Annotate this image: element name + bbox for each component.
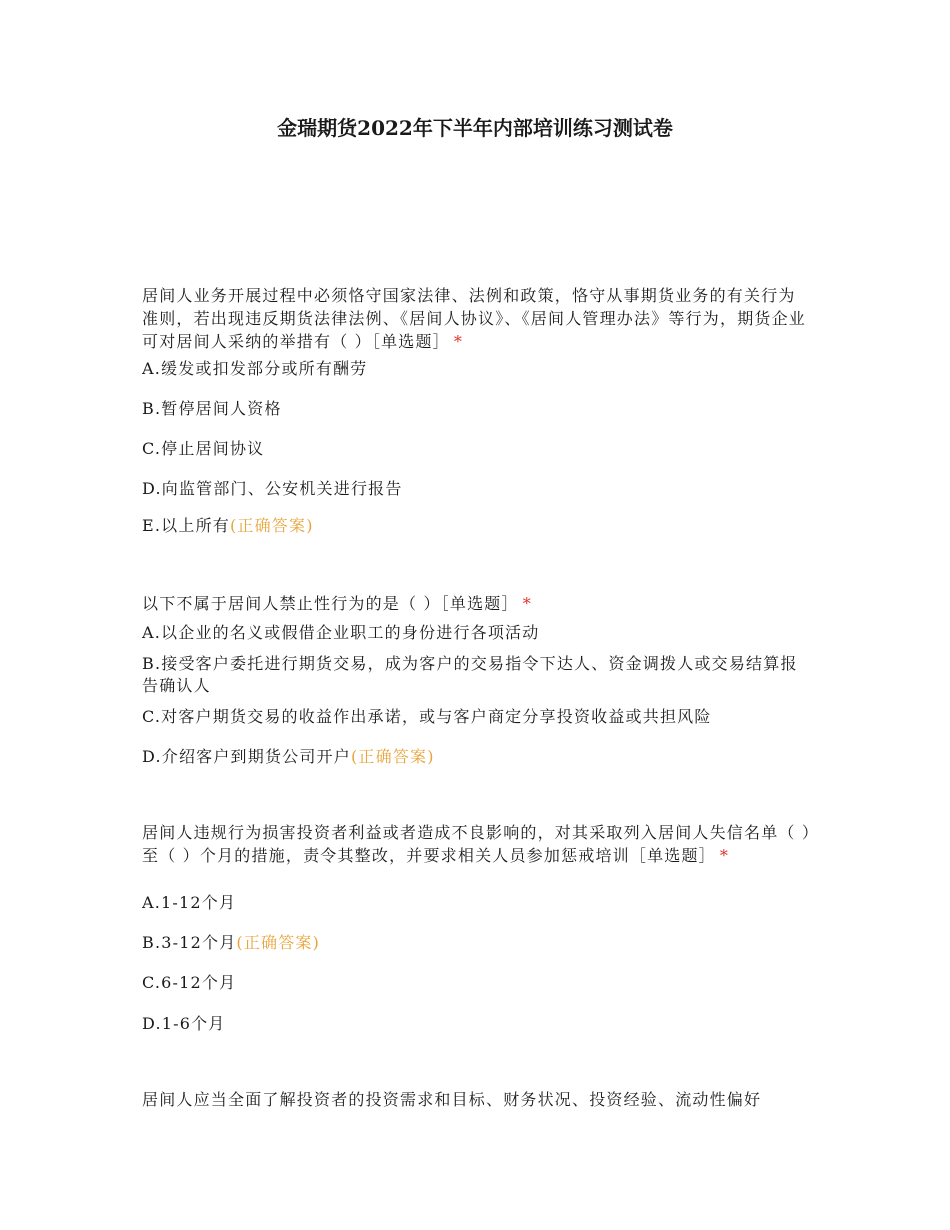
question-stem: 居间人违规行为损害投资者利益或者造成不良影响的，对其采取列入居间人失信名单（ ）至（ ）个月的措施，责令其整改，并要求相关人员参加惩戒培训［单选题］ — [142, 823, 812, 865]
option-d[interactable] — [142, 1013, 812, 1035]
question-stem: 以下不属于居间人禁止性行为的是（ ）［单选题］ — [142, 594, 519, 613]
question-text — [142, 821, 812, 867]
required-mark: * — [522, 594, 532, 613]
question-4 — [142, 1088, 812, 1111]
option-e[interactable] — [142, 515, 812, 537]
option-label: B.接受客户委托进行期货交易，成为客户的交易指令下达人、资金调拨人或交易结算报告确认人 — [142, 654, 798, 695]
correct-answer-mark: (正确答案) — [236, 933, 321, 952]
option-c[interactable] — [142, 438, 812, 460]
question-text — [142, 284, 812, 353]
option-a[interactable] — [142, 358, 812, 380]
option-b[interactable] — [142, 653, 812, 697]
option-b[interactable] — [142, 932, 812, 954]
option-d[interactable] — [142, 746, 812, 768]
option-label: D.介绍客户到期货公司开户 — [142, 747, 351, 766]
option-a[interactable] — [142, 622, 812, 644]
page-title: 金瑞期货2022年下半年内部培训练习测试卷 — [277, 116, 673, 140]
option-label: D.向监管部门、公安机关进行报告 — [142, 479, 403, 498]
option-label: A.1-12个月 — [142, 893, 237, 912]
option-b[interactable] — [142, 398, 812, 420]
required-mark: * — [719, 846, 730, 865]
question-1 — [142, 284, 812, 353]
question-text — [142, 592, 812, 615]
option-a[interactable] — [142, 892, 812, 914]
required-mark: * — [453, 332, 464, 351]
question-stem: 居间人业务开展过程中必须恪守国家法律、法例和政策，恪守从事期货业务的有关行为准则，若出现违反期货法律法例、《居间人协议》、《居间人管理办法》等行为，期货企业可对居间人采纳的举措有（ ）［单选题］ — [142, 286, 807, 351]
question-stem: 居间人应当全面了解投资者的投资需求和目标、财务状况、投资经验、流动性偏好 — [142, 1090, 762, 1109]
question-3 — [142, 821, 812, 867]
option-label: A.缓发或扣发部分或所有酬劳 — [142, 359, 368, 378]
option-c[interactable] — [142, 706, 812, 728]
option-label: C.对客户期货交易的收益作出承诺，或与客户商定分享投资收益或共担风险 — [142, 707, 712, 726]
question-text — [142, 1088, 812, 1111]
option-c[interactable] — [142, 972, 812, 994]
option-d[interactable] — [142, 478, 812, 500]
correct-answer-mark: (正确答案) — [229, 516, 314, 535]
correct-answer-mark: (正确答案) — [350, 747, 435, 766]
option-label: A.以企业的名义或假借企业职工的身份进行各项活动 — [142, 623, 540, 642]
question-2 — [142, 592, 812, 615]
option-label: B.3-12个月 — [142, 933, 237, 952]
option-label: D.1-6个月 — [142, 1014, 226, 1033]
option-label: C.6-12个月 — [142, 973, 237, 992]
option-label: B.暂停居间人资格 — [142, 399, 282, 418]
option-label: E.以上所有 — [142, 516, 230, 535]
option-label: C.停止居间协议 — [142, 439, 265, 458]
